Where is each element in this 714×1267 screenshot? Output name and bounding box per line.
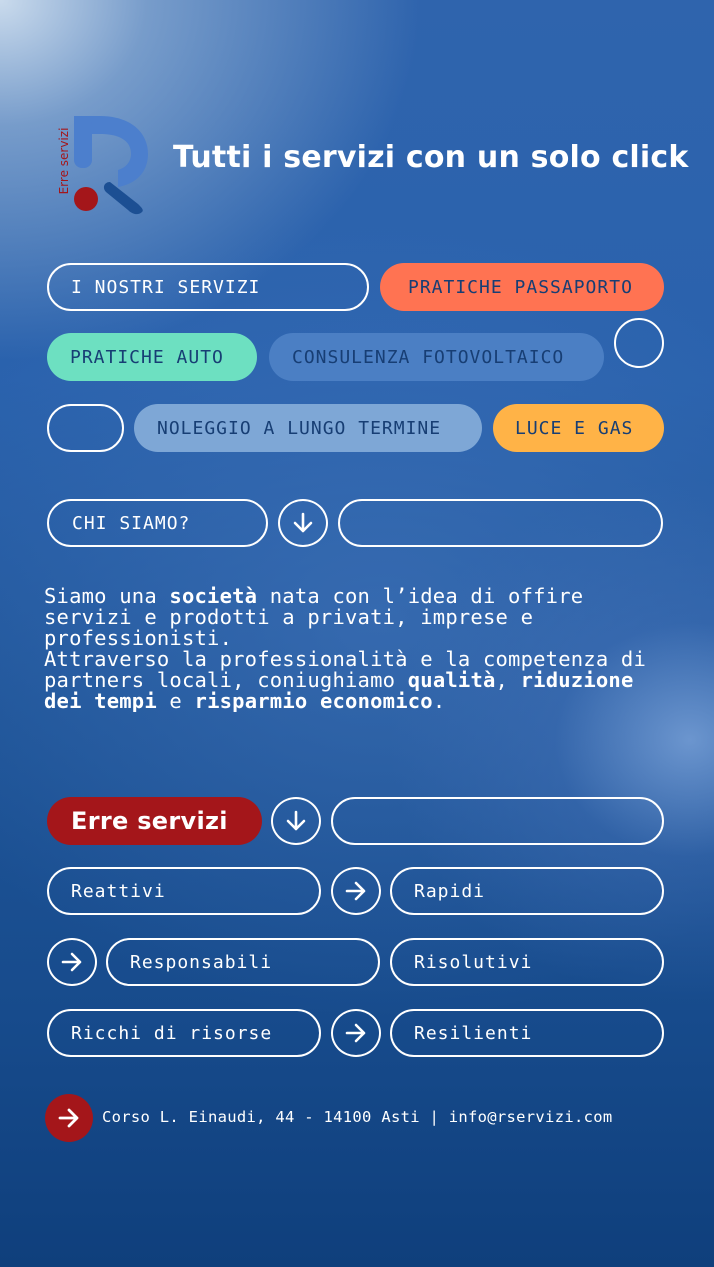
arrow-right-icon: [56, 1105, 82, 1131]
value-responsabili: [106, 938, 380, 986]
service-label: PRATICHE PASSAPORTO: [408, 276, 633, 298]
value-ricchi-di-risorse: [47, 1009, 321, 1057]
arrow-right-button[interactable]: [331, 867, 381, 915]
about-text: Attraverso la professionalità e la competenza di partners locali, coniughiamo: [44, 647, 647, 692]
about-bold-societa: società: [169, 584, 258, 608]
about-label-text: CHI SIAMO?: [72, 512, 191, 534]
value-label: Resilienti: [414, 1022, 533, 1044]
value-label: Rapidi: [414, 880, 486, 902]
value-label: Ricchi di risorse: [71, 1022, 273, 1044]
value-resilienti: [390, 1009, 664, 1057]
decorative-pill: [338, 499, 663, 547]
value-label: Responsabili: [130, 951, 273, 973]
footer-address: Corso L. Einaudi, 44 - 14100 Asti | info@rservizi.com: [102, 1108, 613, 1126]
badge-text: Erre servizi: [71, 807, 228, 835]
decorative-pill: [47, 404, 124, 452]
arrow-down-icon: [283, 808, 309, 834]
about-text: Siamo una: [44, 584, 170, 608]
services-section-label: [47, 263, 369, 311]
services-section-label-text: I NOSTRI SERVIZI: [71, 276, 261, 298]
arrow-down-icon: [290, 510, 316, 536]
service-pratiche-passaporto[interactable]: [380, 263, 664, 311]
value-reattivi: [47, 867, 321, 915]
value-risolutivi: [390, 938, 664, 986]
about-label: [47, 499, 268, 547]
service-pratiche-auto[interactable]: [47, 333, 257, 381]
logo-text: Erre servizi: [57, 127, 71, 195]
headline: Tutti i servizi con un solo click: [173, 140, 689, 175]
service-consulenza-fotovoltaico[interactable]: [269, 333, 604, 381]
logo: [52, 110, 152, 215]
service-label: CONSULENZA FOTOVOLTAICO: [292, 346, 565, 368]
decorative-circle: [614, 318, 664, 368]
service-label: NOLEGGIO A LUNGO TERMINE: [157, 417, 442, 439]
erre-servizi-badge: [47, 797, 262, 845]
service-luce-e-gas[interactable]: [493, 404, 664, 452]
value-label: Reattivi: [71, 880, 166, 902]
arrow-right-icon: [59, 949, 85, 975]
service-label: PRATICHE AUTO: [70, 346, 224, 368]
decorative-pill: [331, 797, 664, 845]
service-label: LUCE E GAS: [515, 417, 634, 439]
value-label: Risolutivi: [414, 951, 533, 973]
arrow-down-button[interactable]: [278, 499, 328, 547]
value-rapidi: [390, 867, 664, 915]
about-text: e: [156, 689, 195, 713]
arrow-right-icon: [343, 878, 369, 904]
about-text: nata con l’idea di offire servizi e prodotti a privati, imprese e professionisti.: [44, 584, 584, 650]
about-bold-qualita: qualità: [407, 668, 496, 692]
about-paragraph: Siamo una società nata con l’idea di offire servizi e prodotti a privati, imprese e professionisti. Attraverso la professionalità e la competenza di partners locali, coniughiamo qualità, riduzione dei tempi e risparmio economico.: [44, 584, 647, 713]
arrow-right-button[interactable]: [331, 1009, 381, 1057]
arrow-down-button[interactable]: [271, 797, 321, 845]
about-bold-riduzione: riduzione dei tempi: [44, 668, 634, 713]
about-text: .: [432, 689, 446, 713]
service-noleggio-lungo-termine[interactable]: [134, 404, 482, 452]
arrow-right-icon: [343, 1020, 369, 1046]
about-bold-risparmio: risparmio economico: [194, 689, 433, 713]
arrow-right-button[interactable]: [47, 938, 97, 986]
footer-arrow-button[interactable]: [45, 1094, 93, 1142]
